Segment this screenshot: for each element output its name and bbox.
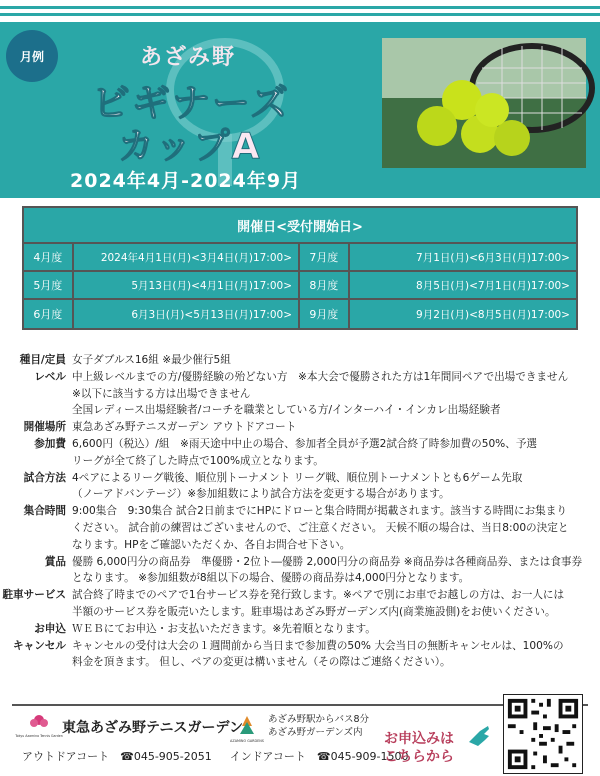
label-meeting-time: 集合時間 (23, 505, 66, 518)
month-cell: 9月度 (300, 300, 350, 328)
tennis-balls-photo (382, 38, 586, 168)
title-line1: ビギナーズ (92, 81, 291, 125)
badge-label: 月例 (19, 49, 44, 64)
schedule-row (24, 244, 576, 272)
label-category: 種目/定員 (19, 354, 66, 366)
value-fee: 6,600円（税込）/組 ※雨天途中中止の場合、参加者全員が予選2試合終了時参加費の50%、予選 (72, 437, 538, 450)
schedule-row (24, 272, 576, 300)
apply-here-text (384, 730, 454, 766)
qr-code[interactable] (503, 694, 583, 774)
pointing-hand-icon (466, 722, 492, 750)
value-level: 中上級レベルまでの方/優勝経験の殆どない方 ※本大会で優勝された方は1年間同ペアで出場できません (72, 370, 569, 383)
value-venue: 東急あざみ野テニスガーデン アウトドアコート (72, 421, 297, 434)
value-parking-cont: 半額のサービス券を販売いたします。駐車場はあざみ野ガーデンズ内(商業施設側)をお使いください。 (72, 605, 556, 618)
date-cell: 5月13日(月)<4月1日(月)17:00> (74, 272, 300, 298)
month-cell: 6月度 (24, 300, 74, 328)
label-fee: 参加費 (34, 437, 66, 450)
label-format: 試合方法 (23, 471, 66, 484)
month-cell: 5月度 (24, 272, 74, 298)
schedule-table (22, 206, 578, 330)
phone-numbers (22, 748, 409, 764)
logo-small-text: Tokyu Azamino Tennis Garden (15, 734, 63, 738)
value-meeting-time-cont: ください。 試合前の練習はございませんので、ご注意ください。 天候不順の場合は、当日8:00の決定と (72, 521, 569, 534)
label-parking: 駐車サービス (2, 589, 66, 602)
venue-name: 東急あざみ野テニスガーデン (62, 720, 244, 736)
value-level-exclusions: 全国レディース出場経験者/コーチを職業としている方/インターハイ・インカレ出場経験者 (72, 404, 501, 417)
label-prize: 賞品 (44, 555, 66, 568)
label-level: レベル (34, 370, 66, 383)
label-apply: お申込 (34, 622, 66, 635)
phone-indoor: インドアコート ☎045-909-1500 (229, 750, 409, 763)
value-fee-cont: リーグが全て終了した時点で100%成立となります。 (72, 454, 324, 467)
month-cell: 8月度 (300, 272, 350, 298)
schedule-heading: 開催日<受付開始日> (24, 208, 576, 244)
month-cell: 4月度 (24, 244, 74, 270)
value-parking: 試合終了時までのペアで1台サービス券を発行致します。※ペアで別にお車でお越しの方は、お一人には (72, 589, 565, 602)
event-details (0, 352, 600, 671)
tennis-garden-logo-icon (15, 710, 63, 740)
title-place: あざみ野 (140, 45, 237, 70)
value-cancel: キャンセルの受付は大会の１週間前から当日まで参加費の50% 大会当日の無断キャンセルは、100%の (72, 639, 564, 652)
phone-outdoor: アウトドアコート ☎045-905-2051 (22, 750, 212, 763)
apply-line1: お申込みは (384, 731, 454, 747)
title-line2: カップA (118, 126, 262, 167)
access-line1: あざみ野駅からバス8分 (268, 714, 370, 725)
value-meeting-time: 9:00集合 9:30集合 試合2日前までにHPにドローと集合時間が掲載されます。該当する時間にお集まり (72, 505, 567, 518)
value-cancel-cont: 料金を頂きます。 但し、ペアの変更は構いません（その際はご連絡ください）。 (72, 656, 451, 669)
top-stripes (0, 0, 600, 22)
value-apply: ＷＥＢにてお申込・お支払いただきます。※先着順となります。 (72, 622, 376, 635)
schedule-row (24, 300, 576, 328)
value-prize-cont: となります。 ※参加組数が8組以下の場合、優勝の商品券は4,000円分となります。 (72, 572, 470, 585)
period-dates: 2024年4月-2024年9月 (70, 170, 302, 192)
value-category: 女子ダブルス16組 ※最少催行5組 (72, 354, 231, 366)
stripe (0, 13, 600, 16)
date-cell: 9月2日(月)<8月5日(月)17:00> (350, 300, 576, 328)
label-cancel: キャンセル (13, 639, 66, 652)
monthly-badge (6, 30, 58, 82)
date-cell: 6月3日(月)<5月13日(月)17:00> (74, 300, 300, 328)
value-format-cont: （ノーアドバンテージ）※参加組数により試合方法を変更する場合があります。 (72, 488, 450, 501)
apply-line2: こちらから (384, 749, 454, 765)
gardens-small-text: AZAMINO GARDENS (230, 739, 264, 743)
value-level-note: ※以下に該当する方は出場できません (72, 387, 251, 400)
footer-divider (12, 704, 588, 706)
date-cell: 2024年4月1日(月)<3月4日(月)17:00> (74, 244, 300, 270)
date-cell: 7月1日(月)<6月3日(月)17:00> (350, 244, 576, 270)
access-info (268, 713, 369, 739)
date-cell: 8月5日(月)<7月1日(月)17:00> (350, 272, 576, 298)
value-prize: 優勝 6,000円分の商品券 準優勝・2位ト―優勝 2,000円分の商品券 ※商品券は各種商品券、または食事券 (72, 555, 583, 568)
label-venue: 開催場所 (23, 421, 66, 434)
value-format: 4ペアによるリーグ戦後、順位別トーナメント リーグ戦、順位別トーナメントとも6ゲーム先取 (72, 471, 523, 484)
access-line2: あざみ野ガーデンズ内 (268, 727, 363, 738)
stripe (0, 6, 600, 9)
azamino-gardens-logo-icon (232, 712, 262, 744)
value-meeting-time-cont2: なります。HPをご確認いただくか、各自お問合せ下さい。 (72, 538, 351, 551)
month-cell: 7月度 (300, 244, 350, 270)
